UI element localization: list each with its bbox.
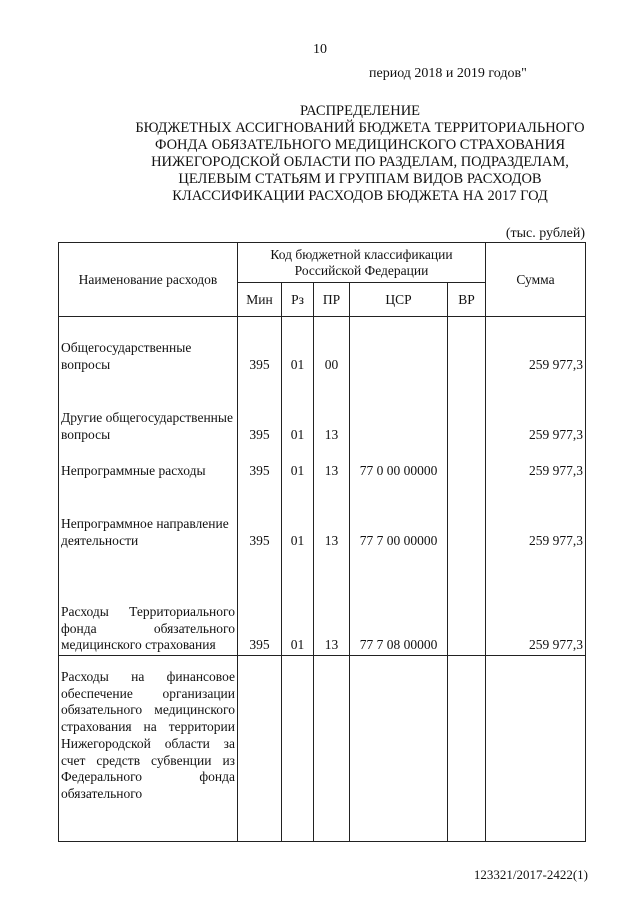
header-vr: ВР <box>448 283 486 317</box>
title-line: ЦЕЛЕВЫМ СТАТЬЯМ И ГРУППАМ ВИДОВ РАСХОДОВ <box>178 171 542 187</box>
row-min <box>238 656 282 842</box>
row-pr: 13 <box>314 375 350 445</box>
row-name: Общегосударственные вопросы <box>59 317 238 375</box>
row-min: 395 <box>238 481 282 551</box>
header-sum: Сумма <box>486 243 586 317</box>
row-sum <box>486 656 586 842</box>
row-rz: 01 <box>282 375 314 445</box>
row-sum: 259 977,3 <box>486 481 586 551</box>
row-rz <box>282 656 314 842</box>
row-vr <box>448 445 486 481</box>
table-row <box>59 551 586 656</box>
title-line: РАСПРЕДЕЛЕНИЕ <box>299 103 421 119</box>
budget-table <box>58 242 586 842</box>
row-name: Другие общегосударственные вопросы <box>59 375 238 445</box>
table-row <box>59 656 586 842</box>
document-title <box>90 103 630 205</box>
page-number: 10 <box>313 42 327 57</box>
row-csr <box>350 317 448 375</box>
row-csr <box>350 656 448 842</box>
row-name: Непрограммные расходы <box>59 445 238 481</box>
row-name: Расходы Территориального фонда обязательного медицинского страхования <box>59 551 238 656</box>
row-vr <box>448 317 486 375</box>
header-name: Наименование расходов <box>59 243 238 317</box>
header-min: Мин <box>238 283 282 317</box>
row-rz: 01 <box>282 317 314 375</box>
header-rz: Рз <box>282 283 314 317</box>
table-row <box>59 317 586 375</box>
row-csr: 77 0 00 00000 <box>350 445 448 481</box>
row-sum: 259 977,3 <box>486 445 586 481</box>
header-pr: ПР <box>314 283 350 317</box>
row-csr: 77 7 08 00000 <box>350 551 448 656</box>
row-rz: 01 <box>282 481 314 551</box>
document-code: 123321/2017-2422(1) <box>473 867 588 882</box>
row-min: 395 <box>238 551 282 656</box>
row-sum: 259 977,3 <box>486 317 586 375</box>
units-label: (тыс. рублей) <box>505 226 585 241</box>
row-csr <box>350 375 448 445</box>
row-min: 395 <box>238 375 282 445</box>
row-sum: 259 977,3 <box>486 375 586 445</box>
row-pr: 00 <box>314 317 350 375</box>
table-row <box>59 375 586 445</box>
title-line: ФОНДА ОБЯЗАТЕЛЬНОГО МЕДИЦИНСКОГО СТРАХОВАНИЯ <box>154 137 566 153</box>
row-vr <box>448 375 486 445</box>
row-sum: 259 977,3 <box>486 551 586 656</box>
header-csr: ЦСР <box>350 283 448 317</box>
row-vr <box>448 551 486 656</box>
row-min: 395 <box>238 317 282 375</box>
row-vr <box>448 481 486 551</box>
row-pr: 13 <box>314 551 350 656</box>
title-line: КЛАССИФИКАЦИИ РАСХОДОВ БЮДЖЕТА НА 2017 ГОД <box>172 188 548 204</box>
table-row <box>59 445 586 481</box>
row-pr: 13 <box>314 481 350 551</box>
header-code-group: Код бюджетной классификации Российской Федерации <box>238 243 486 283</box>
title-line: БЮДЖЕТНЫХ АССИГНОВАНИЙ БЮДЖЕТА ТЕРРИТОРИАЛЬНОГО <box>135 120 585 136</box>
title-line: НИЖЕГОРОДСКОЙ ОБЛАСТИ ПО РАЗДЕЛАМ, ПОДРАЗДЕЛАМ, <box>151 154 569 170</box>
table-row <box>59 481 586 551</box>
continuation-text: период 2018 и 2019 годов" <box>369 66 527 81</box>
row-pr: 13 <box>314 445 350 481</box>
row-name: Расходы на финансовое обеспечение организации обязательного медицинского страхования на территории Нижегородской области за счет средств субвенции из Федерального фонда обязательного <box>59 656 238 842</box>
row-rz: 01 <box>282 551 314 656</box>
row-csr: 77 7 00 00000 <box>350 481 448 551</box>
row-rz: 01 <box>282 445 314 481</box>
row-min: 395 <box>238 445 282 481</box>
row-pr <box>314 656 350 842</box>
row-vr <box>448 656 486 842</box>
row-name: Непрограммное направление деятельности <box>59 481 238 551</box>
